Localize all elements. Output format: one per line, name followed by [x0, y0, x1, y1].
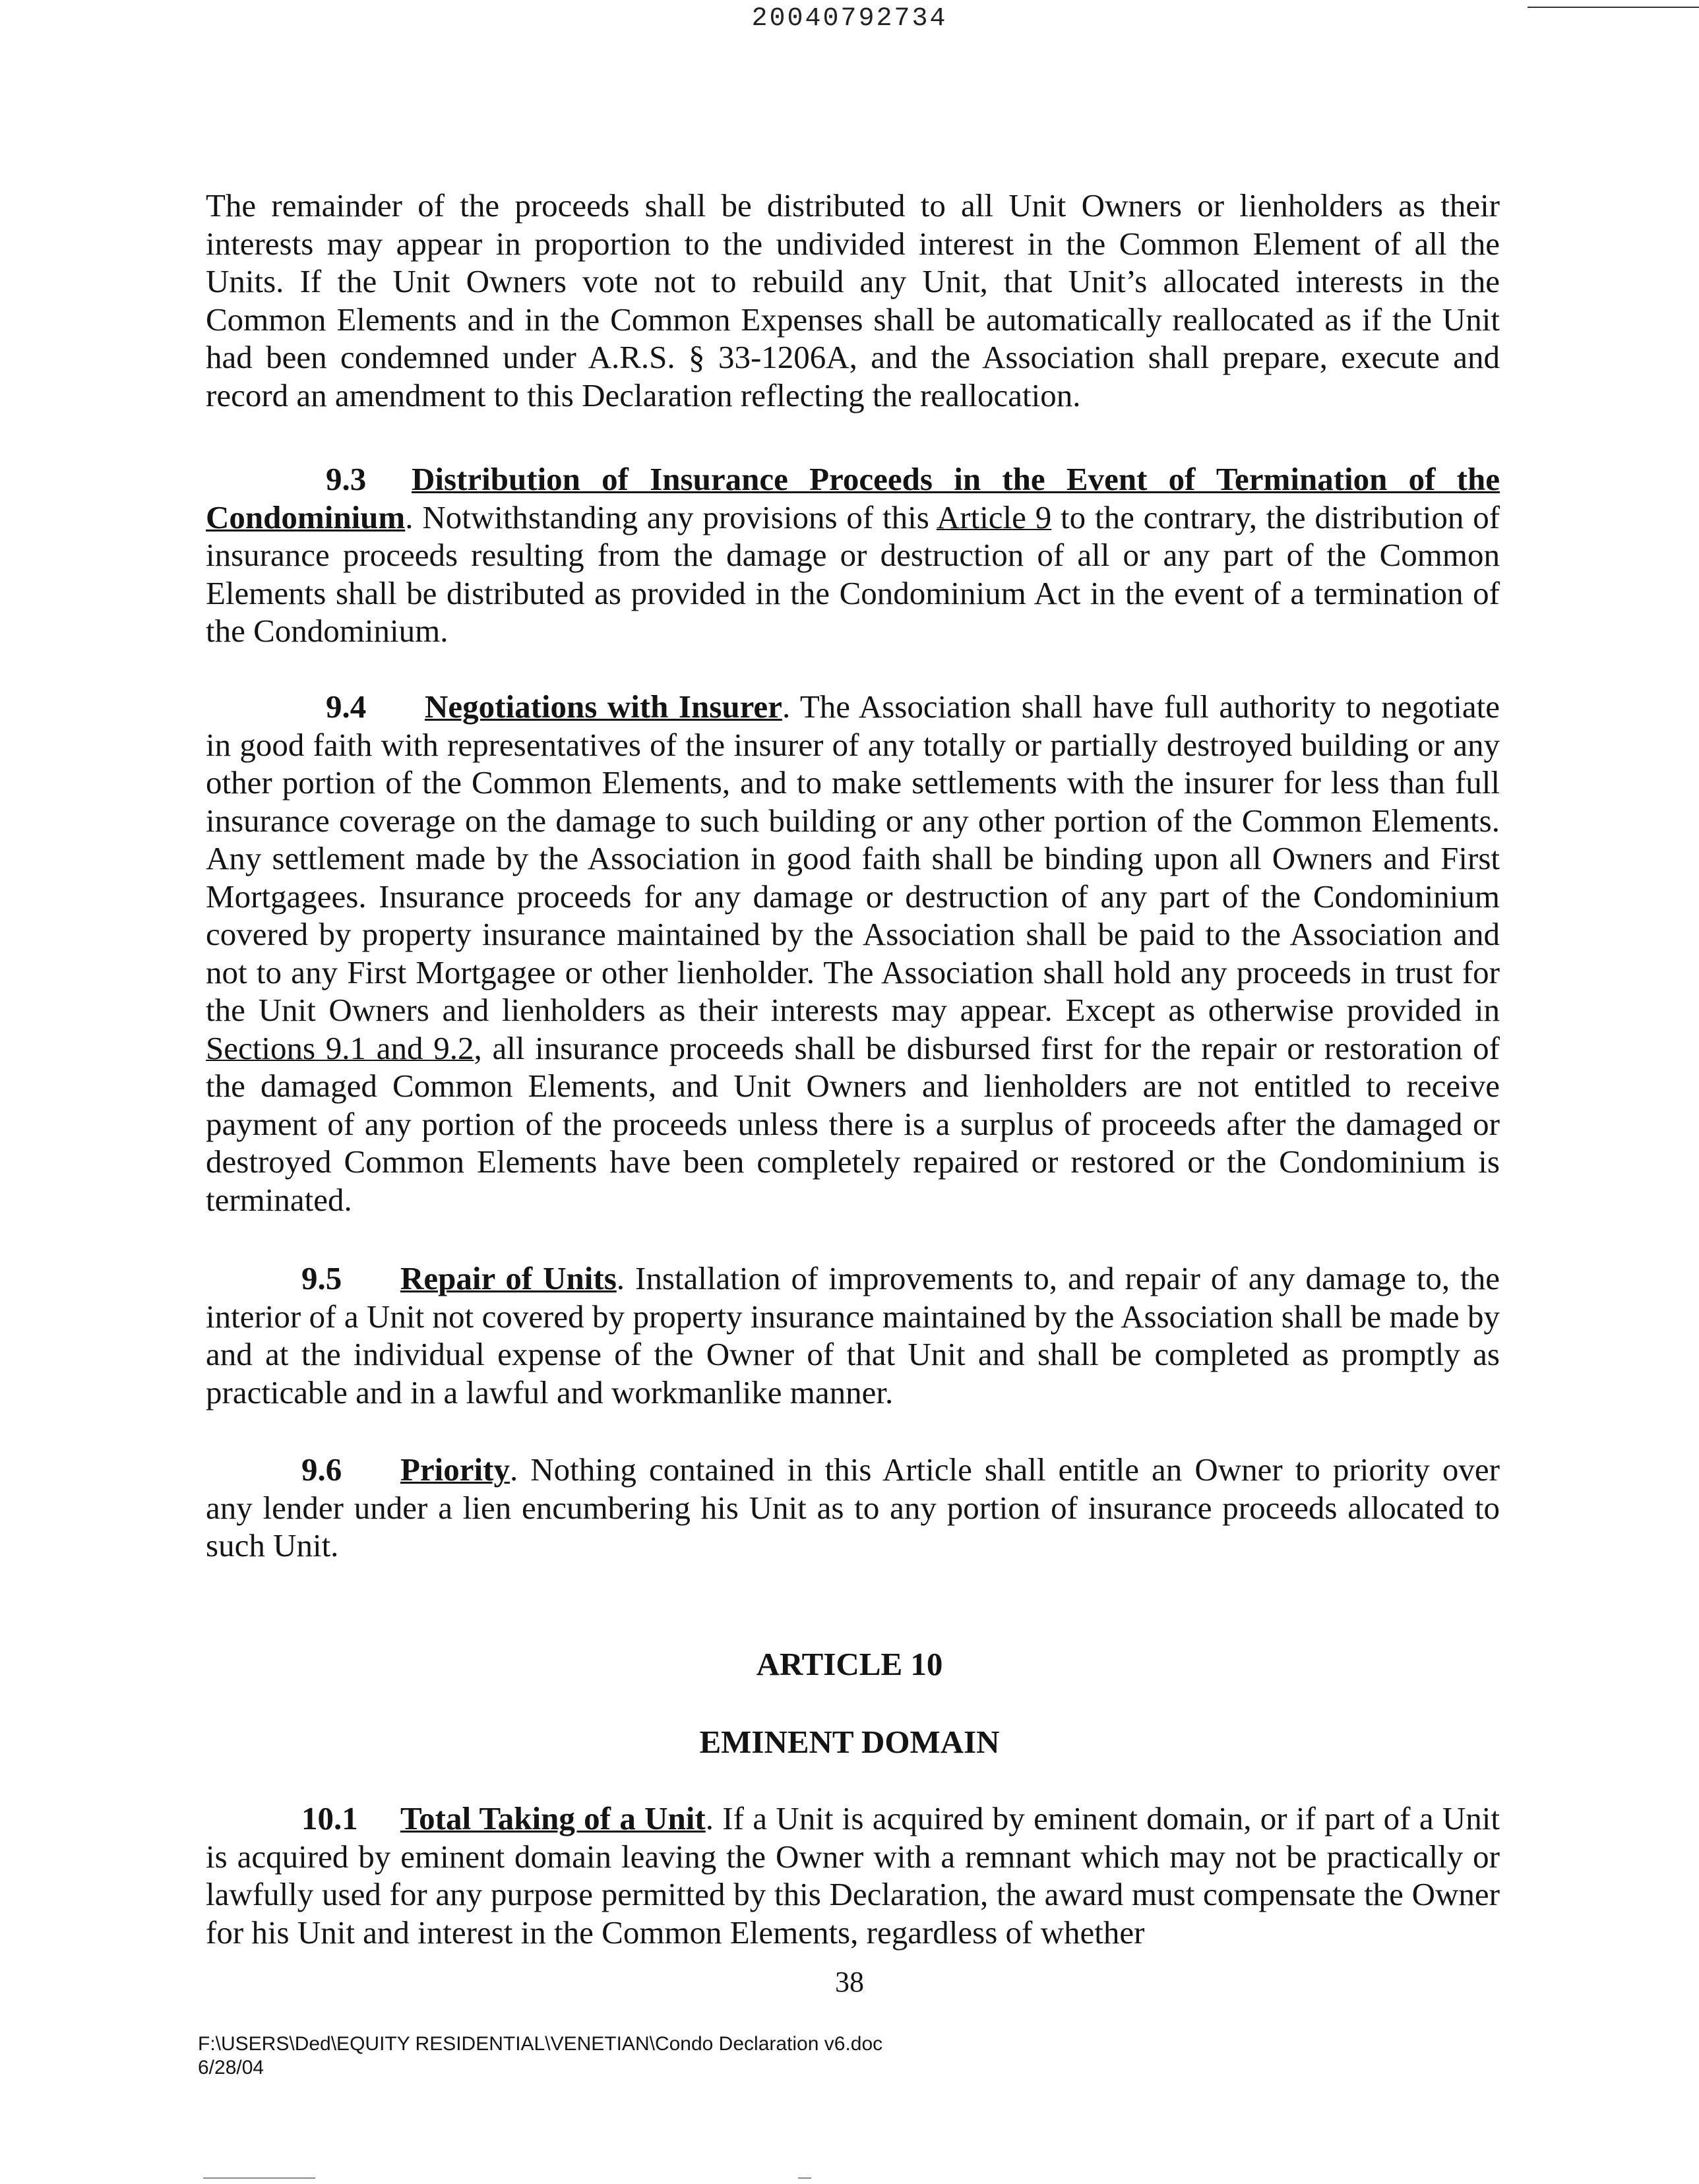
section-text: . The Association shall have full authority to negotiate in good faith with representatives of the insurer of any totally or partially destroyed building or any other portion of the Common Elements, and to make settlements with the insurer for less than full insurance coverage on the damage to such building or any other portion of the Common Elements. Any settlement made by the Association in good faith shall be binding upon all Owners and First Mortgagees. Insurance proceeds for any damage or destruction of any part of the Condominium covered by property insurance maintained by the Association shall be paid to the Association and not to any First Mortgagee or other lienholder. The Association shall hold any proceeds in trust for the Unit Owners and lienholders as their interests may appear. Except as otherwise provided in	[206, 688, 1500, 1028]
section-heading: Priority	[400, 1451, 510, 1488]
document-date: 6/28/04	[198, 2057, 264, 2078]
section-text: . Installation of improvements to, and repair of any damage to, the interior of a Unit not covered by property insurance maintained by the Association shall be made by and at the individual expense of the Owner of that Unit and shall be completed as promptly as practicable and in a lawful and workmanlike manner.	[206, 1260, 1500, 1410]
section-text: to the contrary, the distribution of insurance proceeds resulting from the damage or destruction of all or any part of the Common Elements shall be distributed as provided in the Condominium Act in the event of a termination of the Condominium.	[206, 499, 1500, 649]
section-number: 10.1	[301, 1800, 358, 1836]
file-footer	[198, 2032, 882, 2080]
intro-paragraph: The remainder of the proceeds shall be distributed to all Unit Owners or lienholders as their interests may appear in proportion to the undivided interest in the Common Element of all the Units. If the Unit Owners vote not to rebuild any Unit, that Unit’s allocated interests in the Common Elements and in the Common Expenses shall be automatically reallocated as if the Unit had been condemned under A.R.S. § 33-1206A, and the Association shall prepare, execute and record an amendment to this Declaration reflecting the reallocation.	[206, 187, 1500, 413]
section-text: , all insurance proceeds shall be disbursed first for the repair or restoration of the damaged Common Elements, and Unit Owners and lienholders are not entitled to receive payment of any portion of the proceeds unless there is a surplus of proceeds after the damaged or destroyed Common Elements have been completely repaired or restored or the Condominium is terminated.	[206, 1029, 1500, 1218]
cross-reference-link[interactable]: Sections 9.1 and 9.2	[206, 1029, 474, 1066]
section-heading: Distribution of Insurance Proceeds in the Event of Termination of the Condominium	[206, 461, 1500, 535]
section-number: 9.4	[326, 688, 367, 725]
section-9-6	[206, 1451, 1500, 1565]
cross-reference-link[interactable]: Article 9	[936, 499, 1052, 535]
section-heading: Negotiations with Insurer	[425, 688, 782, 725]
scan-edge-line	[1528, 7, 1699, 8]
section-10-1	[206, 1800, 1500, 1951]
section-heading: Total Taking of a Unit	[400, 1800, 706, 1836]
file-path: F:\USERS\Ded\EQUITY RESIDENTIAL\VENETIAN\Condo Declaration v6.doc	[198, 2033, 883, 2055]
document-number: 20040792734	[751, 4, 948, 34]
section-9-5	[206, 1259, 1500, 1411]
article-title: ARTICLE 10	[756, 1646, 943, 1682]
section-text: . Nothing contained in this Article shall entitle an Owner to priority over any lender under a lien encumbering his Unit as to any portion of insurance proceeds allocated to such Unit.	[206, 1451, 1500, 1563]
section-9-4	[206, 688, 1500, 1219]
section-9-3	[206, 460, 1500, 650]
page-number: 38	[835, 1966, 864, 1998]
section-number: 9.5	[301, 1260, 342, 1296]
article-subtitle: EMINENT DOMAIN	[699, 1724, 1000, 1760]
section-number: 9.3	[326, 461, 367, 497]
section-number: 9.6	[301, 1451, 342, 1488]
scan-artifact	[798, 2177, 811, 2179]
section-heading: Repair of Units	[400, 1260, 617, 1296]
section-text: . If a Unit is acquired by eminent domain, or if part of a Unit is acquired by eminent domain leaving the Owner with a remnant which may not be practically or lawfully used for any purpose permitted by this Declaration, the award must compensate the Owner for his Unit and interest in the Common Elements, regardless of whether	[206, 1800, 1500, 1951]
scan-artifact	[203, 2177, 315, 2179]
section-text: . Notwithstanding any provisions of this	[405, 499, 937, 535]
